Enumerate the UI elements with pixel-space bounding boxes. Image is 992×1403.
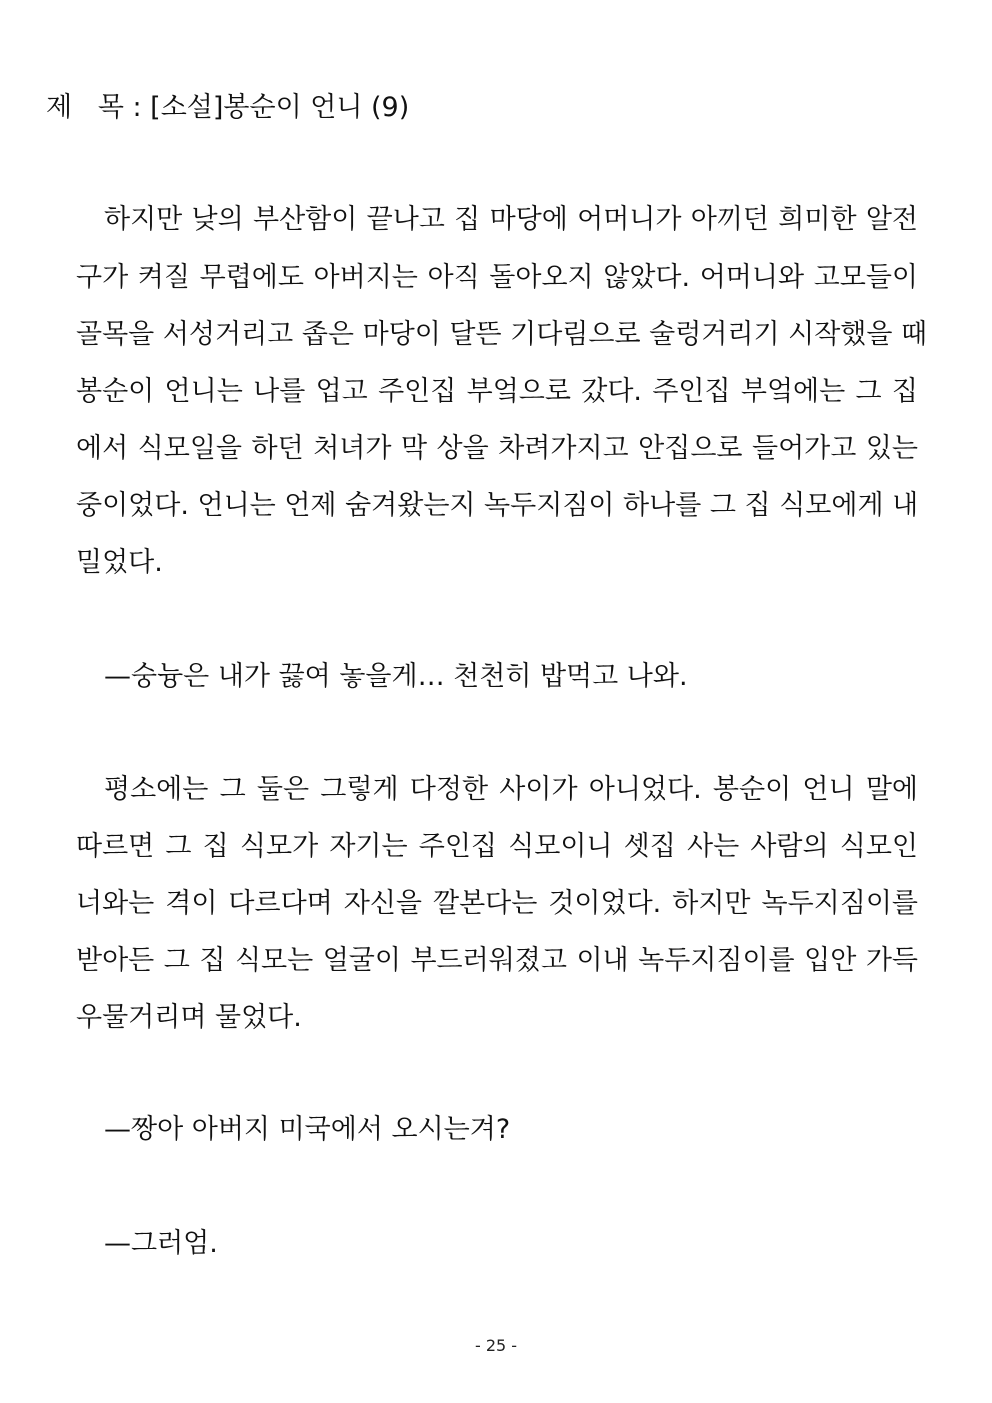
dialogue-line-2: —짱아 아버지 미국에서 오시는겨?: [104, 1114, 511, 1145]
paragraph-1-line-5: 에서 식모일을 하던 처녀가 막 상을 차려가지고 안집으로 들어가고 있는: [76, 433, 918, 464]
paragraph-1-line-6: 중이었다. 언니는 언제 숨겨왔는지 녹두지짐이 하나를 그 집 식모에게 내: [76, 490, 919, 521]
paragraph-1-line-3: 골목을 서성거리고 좁은 마당이 달뜬 기다림으로 술렁거리기 시작했을 때: [76, 319, 928, 350]
document-title: 제 목 : [소설]봉순이 언니 (9): [46, 92, 410, 123]
paragraph-1-line-7: 밀었다.: [76, 547, 163, 578]
paragraph-2-line-3: 너와는 격이 다르다며 자신을 깔본다는 것이었다. 하지만 녹두지짐이를: [76, 888, 918, 919]
paragraph-2-line-2: 따르면 그 집 식모가 자기는 주인집 식모이니 셋집 사는 사람의 식모인: [76, 831, 918, 862]
dialogue-line-3: —그러엄.: [104, 1228, 218, 1259]
paragraph-2-line-5: 우물거리며 물었다.: [76, 1002, 302, 1033]
page-number: - 25 -: [474, 1336, 518, 1355]
dialogue-line-1: —숭늉은 내가 끓여 놓을게… 천천히 밥먹고 나와.: [104, 661, 688, 692]
paragraph-1-line-4: 봉순이 언니는 나를 업고 주인집 부엌으로 갔다. 주인집 부엌에는 그 집: [76, 376, 918, 407]
paragraph-1-line-1: 하지만 낮의 부산함이 끝나고 집 마당에 어머니가 아끼던 희미한 알전: [104, 204, 918, 235]
paragraph-1-line-2: 구가 켜질 무렵에도 아버지는 아직 돌아오지 않았다. 어머니와 고모들이: [76, 262, 918, 293]
paragraph-2-line-4: 받아든 그 집 식모는 얼굴이 부드러워졌고 이내 녹두지짐이를 입안 가득: [76, 945, 918, 976]
paragraph-2-line-1: 평소에는 그 둘은 그렇게 다정한 사이가 아니었다. 봉순이 언니 말에: [104, 774, 918, 805]
